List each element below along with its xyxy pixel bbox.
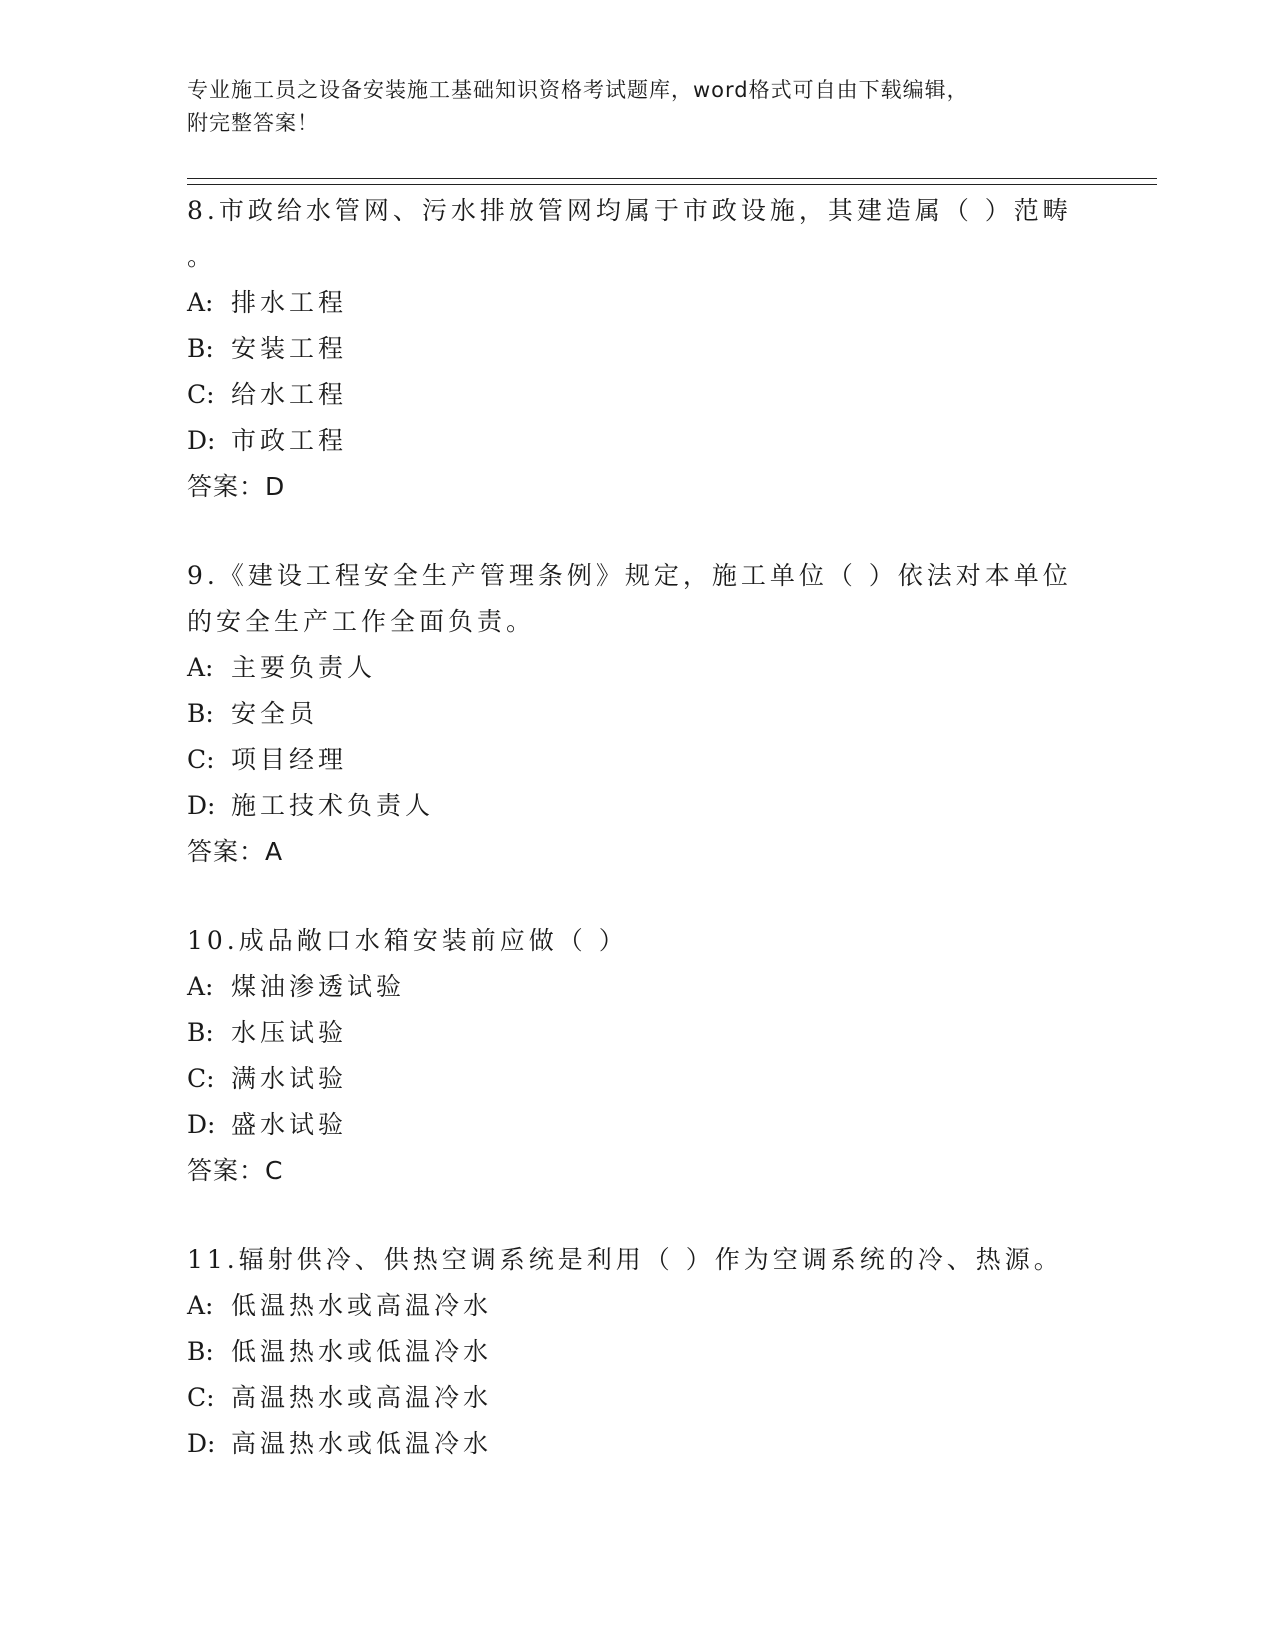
question-9 bbox=[187, 553, 1087, 875]
question-11 bbox=[187, 1237, 1087, 1467]
header-divider bbox=[187, 178, 1157, 185]
option-a: A: 主要负责人 bbox=[187, 653, 377, 682]
option-d: D: 盛水试验 bbox=[187, 1110, 348, 1139]
header-line-1: 专业施工员之设备安装施工基础知识资格考试题库，word格式可自由下载编辑， bbox=[187, 78, 969, 102]
option-c: C: 项目经理 bbox=[187, 745, 348, 774]
option-b: B: 安装工程 bbox=[187, 334, 348, 363]
option-a: A: 低温热水或高温冷水 bbox=[187, 1291, 493, 1320]
option-b: B: 水压试验 bbox=[187, 1018, 348, 1047]
question-8 bbox=[187, 188, 1087, 510]
question-stem: 8.市政给水管网、污水排放管网均属于市政设施，其建造属（ ）范畴 。 bbox=[187, 196, 1072, 271]
answer-line: 答案：D bbox=[187, 472, 286, 501]
option-c: C: 高温热水或高温冷水 bbox=[187, 1383, 493, 1412]
option-b: B: 安全员 bbox=[187, 699, 319, 728]
question-stem: 11.辐射供冷、供热空调系统是利用（ ）作为空调系统的冷、热源。 bbox=[187, 1245, 1063, 1274]
option-a: A: 排水工程 bbox=[187, 288, 348, 317]
header-line-2: 附完整答案！ bbox=[187, 111, 319, 135]
option-d: D: 市政工程 bbox=[187, 426, 348, 455]
answer-line: 答案：A bbox=[187, 837, 284, 866]
document-header bbox=[187, 74, 969, 140]
question-10 bbox=[187, 918, 1087, 1194]
option-d: D: 施工技术负责人 bbox=[187, 791, 435, 820]
question-stem: 10.成品敞口水箱安装前应做（ ） bbox=[187, 926, 628, 955]
option-c: C: 给水工程 bbox=[187, 380, 348, 409]
question-stem: 9.《建设工程安全生产管理条例》规定，施工单位（ ）依法对本单位 的安全生产工作全面负责。 bbox=[187, 561, 1072, 636]
answer-line: 答案：C bbox=[187, 1156, 284, 1185]
option-b: B: 低温热水或低温冷水 bbox=[187, 1337, 493, 1366]
option-a: A: 煤油渗透试验 bbox=[187, 972, 406, 1001]
option-c: C: 满水试验 bbox=[187, 1064, 348, 1093]
option-d: D: 高温热水或低温冷水 bbox=[187, 1429, 493, 1458]
